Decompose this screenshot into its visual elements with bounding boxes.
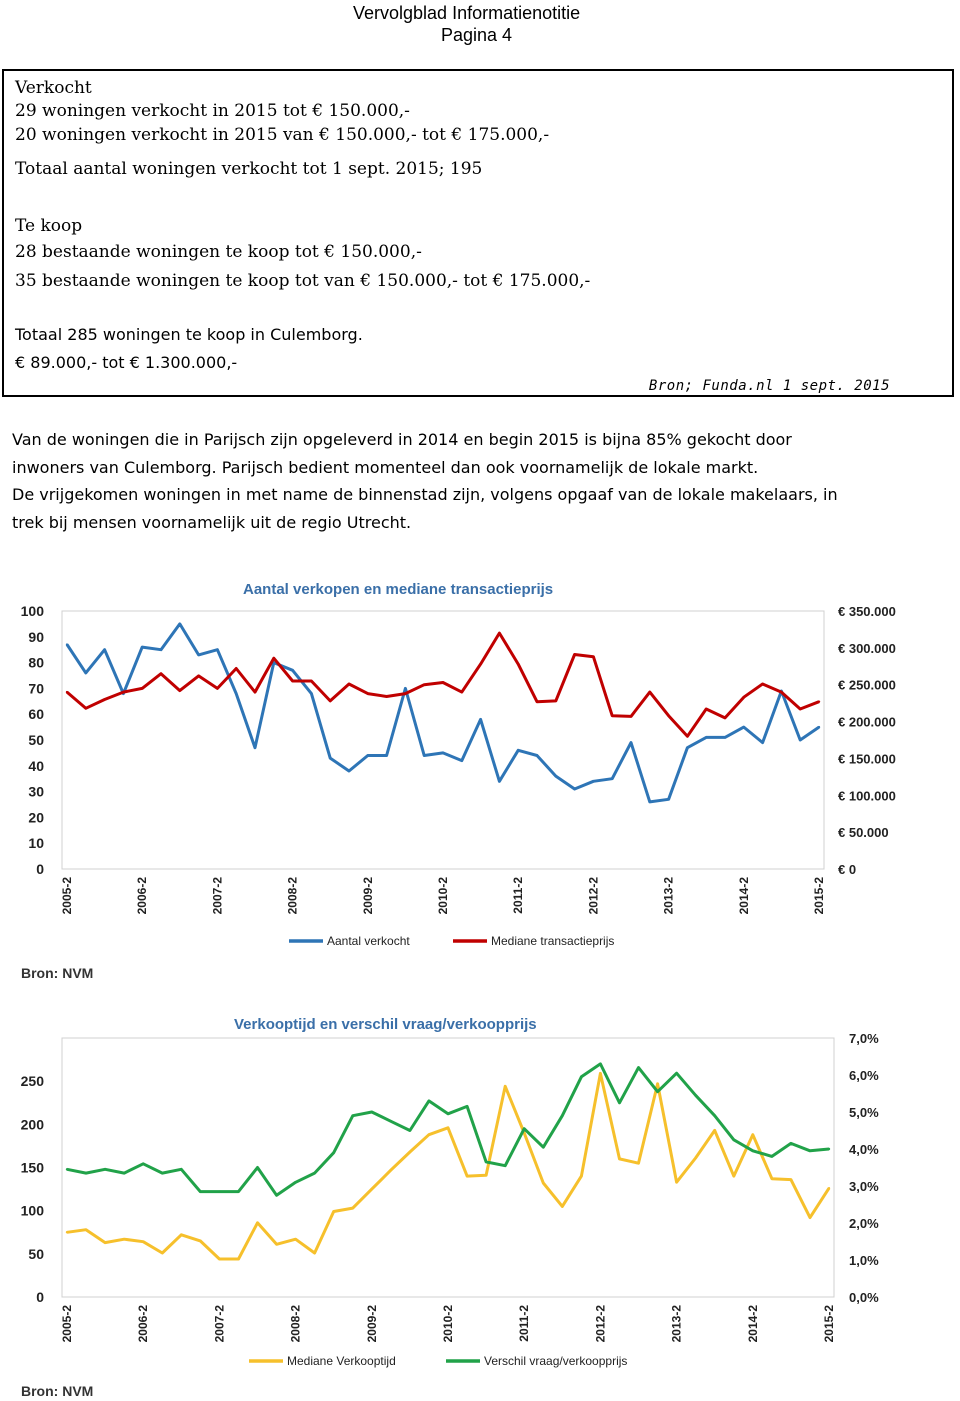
selling-time-chart xyxy=(0,1005,960,1385)
y-right-tick-label: € 350.000 xyxy=(838,604,896,619)
data-point xyxy=(161,1172,163,1174)
y-left-tick-label: 70 xyxy=(28,680,44,697)
data-point xyxy=(498,632,500,634)
data-point xyxy=(498,780,500,782)
tekoop-line: 28 bestaande woningen te koop tot € 150.000,- xyxy=(15,242,422,262)
data-point xyxy=(573,788,575,790)
data-point xyxy=(179,689,181,691)
data-point xyxy=(216,687,218,689)
legend-label: Verschil vraag/verkoopprijs xyxy=(484,1354,628,1368)
data-point xyxy=(294,1238,296,1240)
data-point xyxy=(66,643,68,645)
y-right-tick-label: € 300.000 xyxy=(838,640,896,656)
plot-area xyxy=(62,1038,834,1297)
data-point xyxy=(442,752,444,754)
data-point xyxy=(724,717,726,719)
data-point xyxy=(333,1152,335,1154)
x-tick-label: 2013-2 xyxy=(669,1305,684,1343)
x-tick-label: 2013-2 xyxy=(661,877,676,915)
legend-label: Aantal verkocht xyxy=(327,934,410,948)
series-line-1 xyxy=(67,624,819,802)
data-point xyxy=(592,656,594,658)
data-point xyxy=(85,1228,87,1230)
paragraph-line: inwoners van Culemborg. Parijsch bedient momenteel dan ook voornamelijk de lokale markt. xyxy=(12,457,759,477)
data-point xyxy=(442,681,444,683)
box-source: Bron; Funda.nl 1 sept. 2015 xyxy=(648,378,890,394)
y-right-tick-label: 4,0% xyxy=(849,1142,879,1157)
page-number: Pagina 4 xyxy=(441,25,513,45)
y-left-tick-label: 200 xyxy=(20,1116,44,1133)
data-point xyxy=(409,1129,411,1131)
y-left-tick-label: 50 xyxy=(28,732,44,748)
data-point xyxy=(790,1178,792,1180)
data-point xyxy=(611,714,613,716)
data-point xyxy=(771,1178,773,1180)
data-point xyxy=(216,649,218,651)
data-point xyxy=(199,1190,201,1192)
data-point xyxy=(828,1187,830,1189)
data-point xyxy=(752,1150,754,1152)
data-point xyxy=(256,1166,258,1168)
data-point xyxy=(123,1172,125,1174)
data-point xyxy=(479,718,481,720)
data-point xyxy=(447,1113,449,1115)
data-point xyxy=(197,675,199,677)
data-point xyxy=(599,1072,601,1074)
data-point xyxy=(254,747,256,749)
data-point xyxy=(66,691,68,693)
data-point xyxy=(348,683,350,685)
data-point xyxy=(352,1207,354,1209)
data-point xyxy=(352,1115,354,1117)
data-point xyxy=(479,663,481,665)
x-tick-label: 2006-2 xyxy=(135,877,150,915)
data-point xyxy=(649,691,651,693)
data-point xyxy=(367,692,369,694)
data-point xyxy=(714,1129,716,1131)
data-point xyxy=(780,691,782,693)
x-tick-label: 2008-2 xyxy=(285,877,300,915)
plot-area xyxy=(62,611,824,869)
data-point xyxy=(561,1115,563,1117)
x-tick-label: 2014-2 xyxy=(736,877,751,915)
data-point xyxy=(656,1090,658,1092)
data-point xyxy=(333,1210,335,1212)
x-tick-label: 2011-2 xyxy=(511,877,526,914)
data-point xyxy=(85,1172,87,1174)
y-right-tick-label: € 150.000 xyxy=(838,751,896,767)
x-tick-label: 2005-2 xyxy=(60,877,74,915)
x-tick-label: 2007-2 xyxy=(212,1305,227,1343)
data-point xyxy=(428,1100,430,1102)
data-point xyxy=(122,691,124,693)
data-point xyxy=(686,735,688,737)
y-right-tick-label: € 50.000 xyxy=(838,825,889,841)
x-tick-label: 2005-2 xyxy=(60,1305,74,1343)
data-point xyxy=(714,1115,716,1117)
data-point xyxy=(237,1258,239,1260)
data-point xyxy=(385,754,387,756)
data-point xyxy=(724,736,726,738)
y-right-tick-label: 0,0% xyxy=(849,1290,879,1305)
data-point xyxy=(66,1168,68,1170)
data-point xyxy=(329,757,331,759)
data-point xyxy=(466,1175,468,1177)
x-tick-label: 2007-2 xyxy=(210,877,225,915)
data-point xyxy=(423,684,425,686)
x-tick-label: 2008-2 xyxy=(288,1305,303,1343)
data-point xyxy=(404,687,406,689)
data-point xyxy=(799,708,801,710)
data-point xyxy=(618,1102,620,1104)
data-point xyxy=(123,1238,125,1240)
data-point xyxy=(237,1190,239,1192)
data-point xyxy=(160,649,162,651)
data-point xyxy=(103,698,105,700)
x-tick-label: 2009-2 xyxy=(364,1305,379,1343)
y-left-tick-label: 20 xyxy=(28,809,44,826)
y-right-tick-label: € 200.000 xyxy=(838,714,896,730)
data-point xyxy=(504,1164,506,1166)
x-tick-label: 2010-2 xyxy=(441,1305,455,1343)
total-line: Totaal 285 woningen te koop in Culemborg. xyxy=(15,325,363,344)
y-left-tick-label: 0 xyxy=(36,861,44,877)
data-point xyxy=(254,691,256,693)
data-point xyxy=(461,759,463,761)
series-line-2 xyxy=(67,633,819,736)
data-point xyxy=(466,1105,468,1107)
data-point xyxy=(536,700,538,702)
data-point xyxy=(256,1222,258,1224)
x-tick-label: 2012-2 xyxy=(586,877,601,915)
data-point xyxy=(367,754,369,756)
x-tick-label: 2006-2 xyxy=(136,1305,151,1343)
body-paragraph xyxy=(12,426,947,536)
x-tick-label: 2010-2 xyxy=(436,877,450,915)
x-tick-label: 2012-2 xyxy=(593,1305,608,1343)
data-point xyxy=(104,1168,106,1170)
data-point xyxy=(160,672,162,674)
verkocht-line: 20 woningen verkocht in 2015 van € 150.000,- tot € 175.000,- xyxy=(15,125,550,145)
y-right-tick-label: 7,0% xyxy=(849,1031,879,1046)
chart-title: Aantal verkopen en mediane transactieprijs xyxy=(243,581,554,598)
data-point xyxy=(275,1194,277,1196)
data-point xyxy=(218,1190,220,1192)
y-left-tick-label: 10 xyxy=(28,835,44,852)
y-left-tick-label: 50 xyxy=(28,1245,44,1262)
data-point xyxy=(294,1181,296,1183)
verkocht-line: Totaal aantal woningen verkocht tot 1 sept. 2015; 195 xyxy=(15,159,483,179)
data-point xyxy=(390,1120,392,1122)
data-point xyxy=(103,649,105,651)
series-line-1 xyxy=(67,1073,829,1259)
legend-label: Mediane transactieprijs xyxy=(491,934,615,948)
header-title: Vervolgblad Informatienotitie xyxy=(353,3,581,23)
data-point xyxy=(142,1241,144,1243)
y-right-tick-label: 3,0% xyxy=(849,1179,879,1194)
paragraph-line: trek bij mensen voornamelijk uit de regio Utrecht. xyxy=(12,512,412,532)
verkocht-line: 29 woningen verkocht in 2015 tot € 150.000,- xyxy=(15,101,410,121)
data-point xyxy=(686,747,688,749)
data-point xyxy=(141,687,143,689)
data-point xyxy=(637,1162,639,1164)
data-point xyxy=(611,778,613,780)
data-point xyxy=(761,741,763,743)
y-left-tick-label: 250 xyxy=(20,1073,44,1090)
y-right-tick-label: 1,0% xyxy=(849,1253,879,1268)
data-point xyxy=(752,1133,754,1135)
y-right-tick-label: € 0 xyxy=(838,862,857,877)
data-point xyxy=(630,715,632,717)
y-left-tick-label: 60 xyxy=(28,706,44,723)
tekoop-line: 35 bestaande woningen te koop tot van € 150.000,- tot € 175.000,- xyxy=(15,271,591,291)
data-point xyxy=(329,700,331,702)
data-point xyxy=(818,726,820,728)
data-point xyxy=(310,692,312,694)
data-point xyxy=(180,1234,182,1236)
data-point xyxy=(536,754,538,756)
x-tick-label: 2009-2 xyxy=(360,877,375,915)
y-right-tick-label: € 250.000 xyxy=(838,677,896,693)
data-point xyxy=(573,653,575,655)
data-point xyxy=(404,692,406,694)
data-point xyxy=(694,1094,696,1096)
data-point xyxy=(580,1076,582,1078)
data-point xyxy=(141,646,143,648)
data-point xyxy=(423,754,425,756)
data-point xyxy=(733,1139,735,1141)
data-point xyxy=(542,1182,544,1184)
data-point xyxy=(675,1181,677,1183)
data-point xyxy=(733,1175,735,1177)
data-point xyxy=(275,1243,277,1245)
data-point xyxy=(743,696,745,698)
data-point xyxy=(179,623,181,625)
x-tick-label: 2011-2 xyxy=(517,1305,532,1342)
data-point xyxy=(630,741,632,743)
data-point xyxy=(235,692,237,694)
data-point xyxy=(66,1231,68,1233)
y-right-tick-label: € 100.000 xyxy=(838,788,896,804)
data-point xyxy=(142,1163,144,1165)
data-point xyxy=(828,1148,830,1150)
data-point xyxy=(649,801,651,803)
y-left-tick-label: 80 xyxy=(28,654,44,671)
data-point xyxy=(799,739,801,741)
data-point xyxy=(485,1174,487,1176)
y-left-tick-label: 30 xyxy=(28,783,44,800)
data-point xyxy=(809,1216,811,1218)
price-range-line: € 89.000,- tot € 1.300.000,- xyxy=(15,353,238,372)
y-left-tick-label: 40 xyxy=(28,757,44,774)
y-right-tick-label: 2,0% xyxy=(849,1216,879,1231)
data-point xyxy=(197,654,199,656)
paragraph-line: Van de woningen die in Parijsch zijn opgeleverd in 2014 en begin 2015 is bijna 85% gekocht door xyxy=(12,430,792,449)
y-left-tick-label: 90 xyxy=(28,628,44,645)
y-left-tick-label: 100 xyxy=(20,603,44,619)
data-point xyxy=(313,1252,315,1254)
data-point xyxy=(461,691,463,693)
x-tick-label: 2015-2 xyxy=(812,877,826,915)
data-point xyxy=(618,1158,620,1160)
data-point xyxy=(555,775,557,777)
data-point xyxy=(561,1205,563,1207)
data-point xyxy=(291,680,293,682)
data-point xyxy=(409,1151,411,1153)
y-right-tick-label: 5,0% xyxy=(849,1105,879,1120)
data-point xyxy=(790,1142,792,1144)
data-point xyxy=(180,1168,182,1170)
data-point xyxy=(675,1072,677,1074)
data-point xyxy=(656,1083,658,1085)
data-point xyxy=(310,680,312,682)
data-point xyxy=(291,669,293,671)
data-point xyxy=(485,1161,487,1163)
data-point xyxy=(694,1157,696,1159)
paragraph-line: De vrijgekomen woningen in met name de binnenstad zijn, volgens opgaaf van de lokale makelaars, in xyxy=(12,485,838,504)
data-point xyxy=(637,1066,639,1068)
data-point xyxy=(580,1175,582,1177)
data-point xyxy=(504,1085,506,1087)
verkocht-title: Verkocht xyxy=(15,78,92,98)
y-right-tick-label: 6,0% xyxy=(849,1068,879,1083)
data-point xyxy=(667,798,669,800)
data-point xyxy=(592,780,594,782)
data-point xyxy=(517,663,519,665)
data-point xyxy=(273,657,275,659)
data-point xyxy=(104,1241,106,1243)
data-point xyxy=(371,1188,373,1190)
tekoop-title: Te koop xyxy=(15,216,83,236)
y-left-tick-label: 100 xyxy=(20,1202,44,1219)
summary-box xyxy=(2,69,954,397)
data-point xyxy=(771,1155,773,1157)
x-tick-label: 2015-2 xyxy=(822,1305,836,1343)
data-point xyxy=(705,708,707,710)
data-point xyxy=(809,1150,811,1152)
data-point xyxy=(85,672,87,674)
data-point xyxy=(218,1258,220,1260)
chart1-source: Bron: NVM xyxy=(21,965,94,981)
data-point xyxy=(555,700,557,702)
data-point xyxy=(705,736,707,738)
sales-price-chart xyxy=(0,570,960,970)
data-point xyxy=(199,1240,201,1242)
data-point xyxy=(523,1127,525,1129)
legend-label: Mediane Verkooptijd xyxy=(287,1354,396,1368)
data-point xyxy=(667,714,669,716)
data-point xyxy=(761,683,763,685)
data-point xyxy=(371,1111,373,1113)
data-point xyxy=(385,695,387,697)
y-left-tick-label: 150 xyxy=(20,1159,44,1176)
data-point xyxy=(599,1063,601,1065)
data-point xyxy=(161,1252,163,1254)
y-left-tick-label: 0 xyxy=(36,1289,44,1305)
data-point xyxy=(743,726,745,728)
x-tick-label: 2014-2 xyxy=(745,1305,760,1343)
data-point xyxy=(313,1172,315,1174)
chart-title: Verkooptijd en verschil vraag/verkoopprijs xyxy=(234,1016,537,1033)
chart2-source: Bron: NVM xyxy=(21,1383,94,1399)
data-point xyxy=(390,1169,392,1171)
data-point xyxy=(428,1133,430,1135)
data-point xyxy=(235,667,237,669)
data-point xyxy=(818,700,820,702)
data-point xyxy=(517,749,519,751)
data-point xyxy=(447,1127,449,1129)
data-point xyxy=(85,707,87,709)
data-point xyxy=(542,1146,544,1148)
data-point xyxy=(348,770,350,772)
